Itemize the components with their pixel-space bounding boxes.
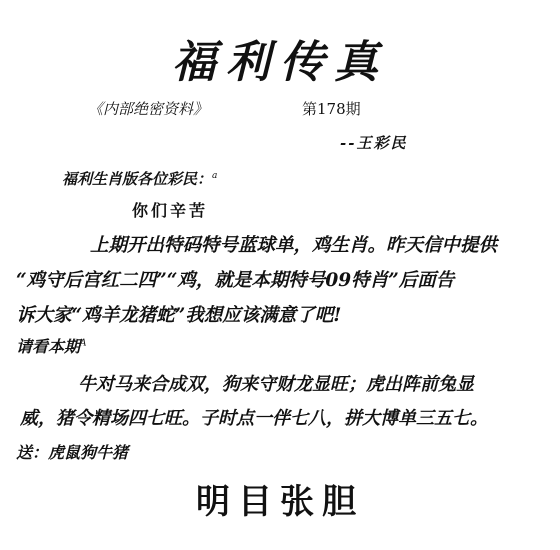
salutation-text: 福利生肖版各位彩民： [62, 170, 213, 188]
paragraph-line: 诉大家“鸡羊龙猪蛇”我想应该满意了吧! [16, 305, 342, 326]
paragraph-text: 上期开出特码特号蓝球单，鸡生肖。昨天信中提供 [90, 235, 498, 256]
send-line: 送：虎鼠狗牛猪 [16, 443, 129, 462]
see-mark: A [80, 338, 87, 349]
poem-line: 威，猪令精场四七旺。子时点一伴七八，拼大博单三五七。 [20, 408, 488, 429]
poem-text: 牛对马来合成双，狗来守财龙显旺；虎出阵前兔显 [78, 374, 474, 395]
confidential-label: 《内部绝密资料》 [88, 100, 209, 118]
salutation-line [62, 168, 217, 189]
see-this-issue: 请看本期 [16, 337, 81, 356]
paragraph-line: “鸡守后宫红二四”“鸡，就是本期特号09特肖”后面告 [16, 270, 455, 291]
document-title: 福利传真 [172, 37, 388, 88]
salutation-mark: a [212, 171, 218, 181]
poem-line [20, 368, 550, 402]
footer-slogan: 明目张胆 [196, 482, 364, 522]
issue-number: 第178期 [302, 100, 361, 118]
author-signature: --王彩民 [340, 134, 408, 152]
paragraph-line [16, 228, 546, 263]
greeting: 你们辛苦 [132, 201, 209, 220]
see-this-issue-line [16, 334, 87, 357]
